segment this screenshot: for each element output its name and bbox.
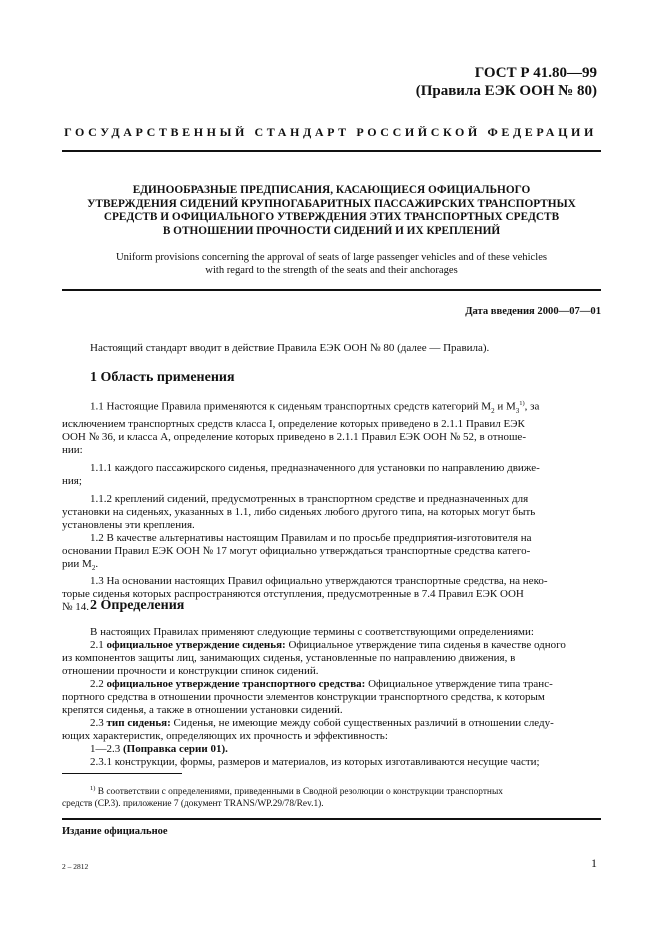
footnote-line: средств (СР.3). приложение 7 (документ TRANS/WP.29/78/Rev.1).	[62, 799, 324, 810]
section-2-heading: 2 Определения	[90, 598, 185, 613]
title-en-line: with regard to the strength of the seats and their anchorages	[205, 264, 458, 276]
footnote-ref: 1)	[519, 400, 525, 407]
text: 1.1 Настоящие Правила применяются к сиденьям транспортных средств категорий M	[90, 400, 492, 413]
clause-1-3-line: № 14.	[62, 601, 89, 614]
text: В соответствии с определениями, приведенными в Сводной резолюции о конструкции транспортных	[95, 787, 503, 798]
footnote-rule	[62, 773, 182, 774]
definition-2-1-line: отношении прочности и конструкции спинок сидений.	[62, 665, 319, 677]
document-title-ru	[62, 184, 601, 238]
text: 2.2	[90, 678, 107, 690]
term: тип сиденья:	[106, 717, 171, 729]
amendment-note	[90, 743, 600, 756]
footnote	[62, 783, 601, 810]
subscript: 3	[515, 406, 520, 415]
text: 2.1	[90, 639, 107, 651]
definition-2-1-line: из компонентов защиты лиц, занимающих сиденья, установленные по направлению движения, в	[62, 652, 516, 664]
text: 1—2.3	[90, 743, 123, 755]
standard-designation	[416, 64, 597, 100]
clause-1-2-line: 1.2 В качестве альтернативы настоящим Правилам и по просьбе предприятия-изготовителя на	[90, 531, 532, 544]
definition-2-2-line: крепятся сиденья, а также в отношении установки сидений.	[62, 704, 343, 716]
clause-1-1-1-line: 1.1.1 каждого пассажирского сиденья, предназначенного для установки по направлению движе-	[90, 461, 540, 474]
text: рии M	[62, 557, 92, 570]
term: официальное утверждение транспортного средства:	[106, 678, 366, 690]
text: 2.3	[90, 717, 107, 729]
clause-1-1-line	[90, 397, 600, 418]
footnote-mark: 1)	[90, 785, 96, 792]
official-edition-label: Издание официальное	[62, 826, 168, 837]
section-1-heading: 1 Область применения	[90, 370, 235, 385]
title-rule	[62, 289, 601, 291]
clause-1-1-line: исключением транспортных средств класса I, определение которых приведено в 2.1.1 Правил ЕЭК	[62, 417, 525, 430]
print-code: 2 – 2812	[62, 862, 89, 871]
text: Официальное утверждение типа сиденья в качестве одного	[285, 639, 566, 651]
standard-number: ГОСТ Р 41.80—99	[474, 65, 597, 81]
definitions-intro: В настоящих Правилах применяют следующие термины с соответствующими определениями:	[90, 626, 534, 638]
subscript: 2	[91, 564, 96, 573]
intro-paragraph: Настоящий стандарт вводит в действие Правила ЕЭК ООН № 80 (далее — Правила).	[90, 342, 490, 354]
section-1-body	[62, 397, 600, 614]
amendment-label: (Поправка серии 01).	[123, 743, 228, 755]
term: официальное утверждение сиденья:	[106, 639, 286, 651]
text: Сиденья, не имеющие между собой существенных различий в отношении следу-	[170, 717, 554, 729]
text: и M	[494, 400, 516, 413]
section-2-body	[62, 626, 600, 769]
clause-1-3-line: 1.3 На основании настоящих Правил официально утверждаются транспортные средства, на неко-	[90, 575, 548, 588]
title-en-line: Uniform provisions concerning the approval of seats of large passenger vehicles and of these vehicles	[115, 252, 548, 263]
clause-1-2-line: основании Правил ЕЭК ООН № 17 могут официально утверждаться транспортные средства катего-	[62, 544, 531, 557]
clause-1-1-1-line: ния;	[62, 474, 82, 487]
title-line: УТВЕРЖДЕНИЯ СИДЕНИЙ КРУПНОГАБАРИТНЫХ ПАССАЖИРСКИХ ТРАНСПОРТНЫХ	[87, 197, 576, 210]
title-line: ЕДИНООБРАЗНЫЕ ПРЕДПИСАНИЯ, КАСАЮЩИЕСЯ ОФИЦИАЛЬНОГО	[132, 184, 531, 196]
title-line: В ОТНОШЕНИИ ПРОЧНОСТИ СИДЕНИЙ И ИХ КРЕПЛЕНИЙ	[162, 224, 501, 237]
header-rule	[62, 150, 601, 152]
clause-1-1-2-line: 1.1.2 креплений сидений, предусмотренных в транспортном средстве и предназначенных для	[90, 492, 529, 505]
clause-1-3-line: торые сиденья которых распространяются отступления, предусмотренные в 7.4 Правил ЕЭК ООН	[62, 588, 524, 601]
definition-2-2-line: портного средства в отношении прочности элементов конструкции транспортного средства, к которым	[62, 691, 545, 703]
text: .	[95, 557, 99, 570]
text: Официальное утверждение типа транс-	[365, 678, 553, 690]
definition-2-1-line	[90, 639, 600, 652]
clause-1-1-line: ООН № 36, и класса А, определение которых приведено в 2.1.1 Правил ЕЭК ООН № 52, в отноше-	[62, 430, 526, 443]
clause-1-1-2-line: установлены эти крепления.	[62, 518, 195, 531]
text: , за	[524, 400, 540, 413]
document-title-en	[62, 252, 601, 277]
clause-1-1-2-line: установки на сиденьях, указанных в 1.1, либо сиденьях любого другого типа, на которых могут быть	[62, 505, 536, 518]
introduction-date: Дата введения 2000—07—01	[465, 306, 601, 317]
ece-rule-number: (Правила ЕЭК ООН № 80)	[415, 83, 597, 99]
footnote-line	[62, 783, 601, 798]
page-number: 1	[591, 856, 597, 870]
clause-1-1-line: нии:	[62, 443, 83, 456]
subscript: 2	[491, 406, 495, 415]
clause-2-3-1-line: 2.3.1 конструкции, формы, размеров и материалов, из которых изготавливаются несущие части;	[90, 756, 540, 768]
definition-2-3-line	[90, 717, 600, 730]
clause-1-2-line	[62, 558, 600, 575]
bottom-rule	[62, 818, 601, 820]
title-line: СРЕДСТВ И ОФИЦИАЛЬНОГО УТВЕРЖДЕНИЯ ЭТИХ ТРАНСПОРТНЫХ СРЕДСТВ	[103, 211, 560, 224]
definition-2-3-line: ющих характеристик, определяющих их прочность и эффективность:	[62, 730, 388, 742]
state-standard-title: ГОСУДАРСТВЕННЫЙ СТАНДАРТ РОССИЙСКОЙ ФЕДЕРАЦИИ	[64, 125, 597, 139]
definition-2-2-line	[90, 678, 600, 691]
